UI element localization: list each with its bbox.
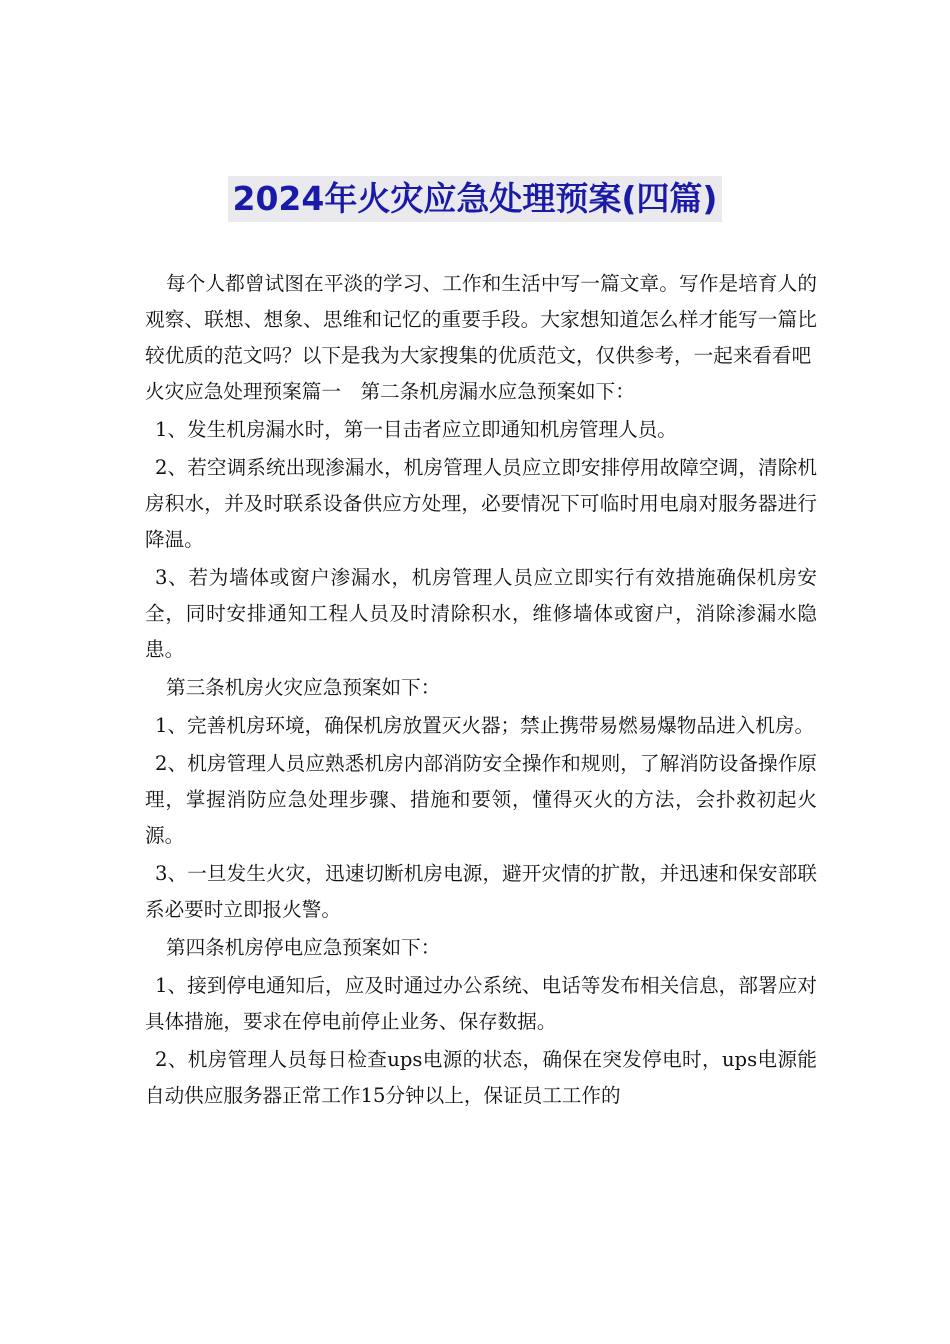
- water-item-1: 1、发生机房漏水时，第一目击者应立即通知机房管理人员。: [155, 418, 677, 441]
- section-heading-water: 火灾应急处理预案篇一 第二条机房漏水应急预案如下：: [145, 380, 635, 403]
- power-item-2: 2、机房管理人员每日检查ups电源的状态，确保在突发停电时，ups电源能自动供应服务器正常工作15分钟以上，保证员工工作的: [145, 1048, 817, 1107]
- power-item-1: 1、接到停电通知后，应及时通过办公系统、电话等发布相关信息，部署应对具体措施，要求在停电前停止业务、保存数据。: [145, 974, 817, 1033]
- document-title: 2024年火灾应急处理预案(四篇): [228, 176, 721, 222]
- fire-item-3: 3、一旦发生火灾，迅速切断机房电源，避开灾情的扩散，并迅速和保安部联系必要时立即报火警。: [145, 862, 817, 921]
- section-heading-fire: 第三条机房火灾应急预案如下：: [166, 676, 441, 699]
- water-item-2: 2、若空调系统出现渗漏水，机房管理人员应立即安排停用故障空调，清除机房积水，并及时联系设备供应方处理，必要情况下可临时用电扇对服务器进行降温。: [145, 456, 817, 551]
- water-item-3: 3、若为墙体或窗户渗漏水，机房管理人员应立即实行有效措施确保机房安全，同时安排通知工程人员及时清除积水，维修墙体或窗户，消除渗漏水隐患。: [145, 566, 817, 661]
- intro-paragraph: 每个人都曾试图在平淡的学习、工作和生活中写一篇文章。写作是培育人的观察、联想、想象、思维和记忆的重要手段。大家想知道怎么样才能写一篇比较优质的范文吗？以下是我为大家搜集的优质范文，仅供参考，一起来看看吧: [145, 272, 817, 367]
- fire-item-1: 1、完善机房环境，确保机房放置灭火器；禁止携带易燃易爆物品进入机房。: [155, 714, 815, 737]
- fire-item-2: 2、机房管理人员应熟悉机房内部消防安全操作和规则，了解消防设备操作原理，掌握消防应急处理步骤、措施和要领，懂得灭火的方法，会扑救初起火源。: [145, 752, 817, 847]
- document-body: [145, 266, 817, 1114]
- title-wrap: [0, 176, 950, 222]
- section-heading-power: 第四条机房停电应急预案如下：: [166, 936, 441, 959]
